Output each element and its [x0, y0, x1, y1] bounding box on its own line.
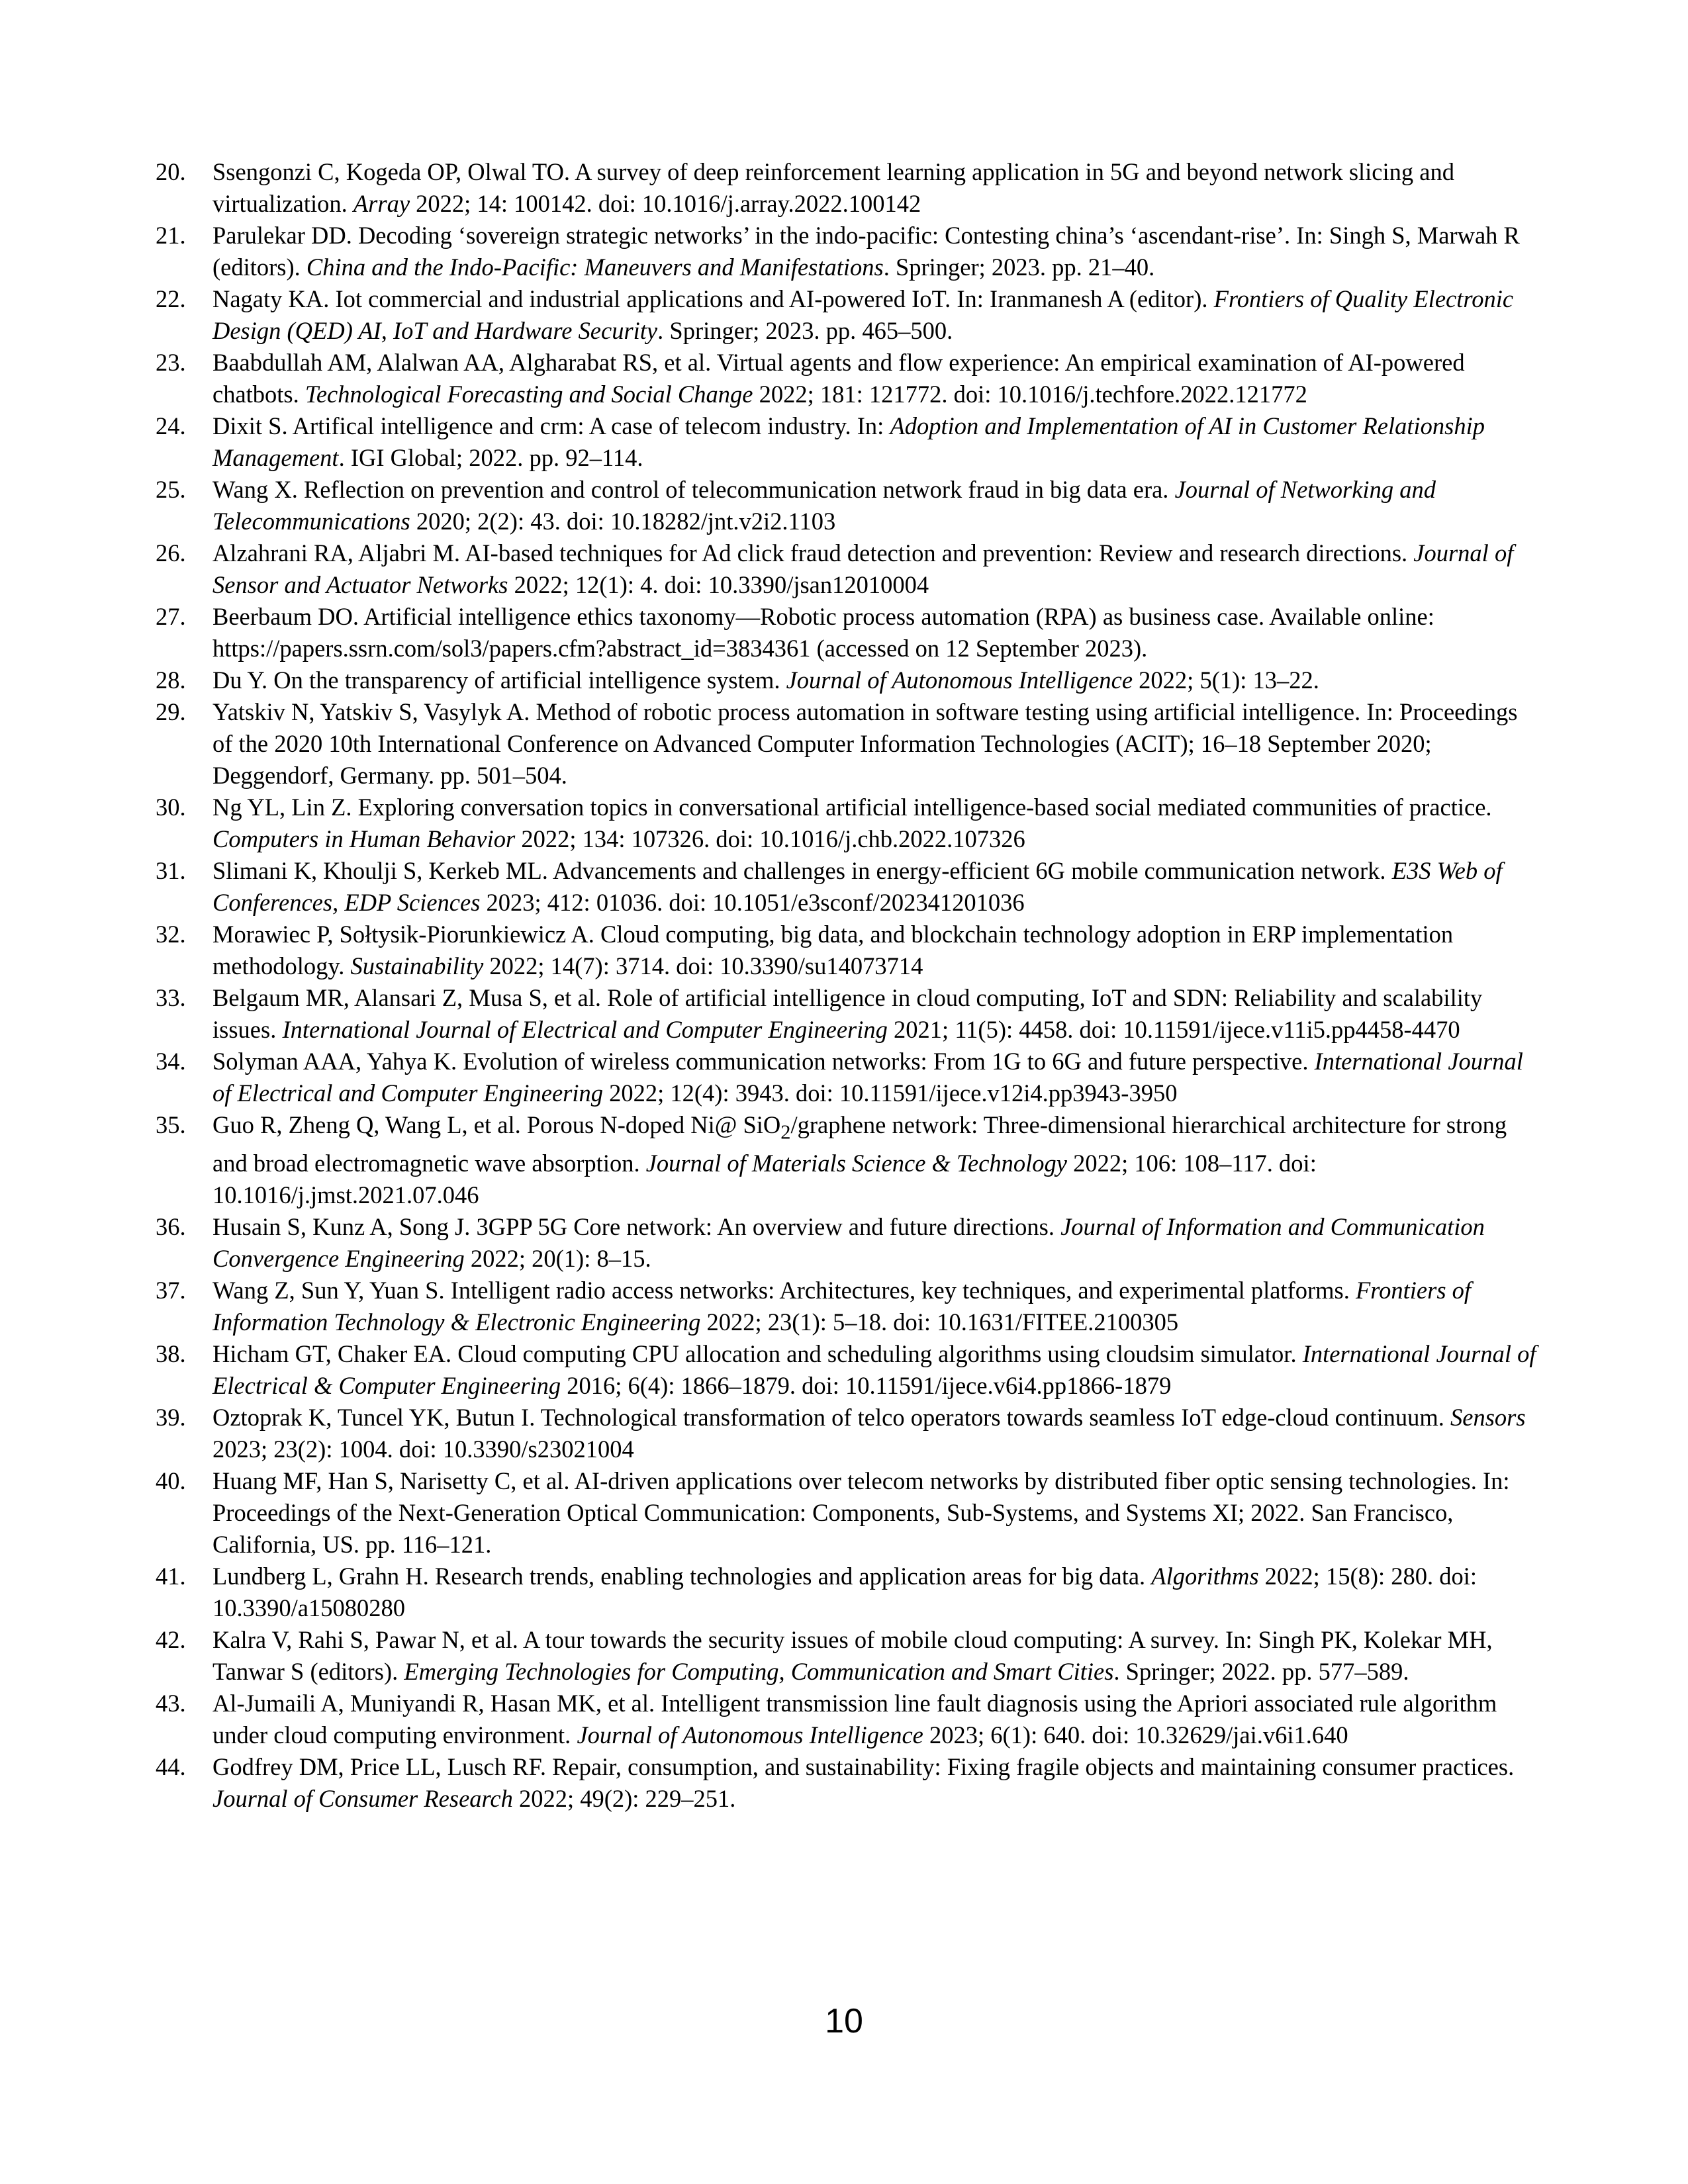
reference-number: 20. [156, 158, 186, 185]
reference-source-title: Journal of Sensor and Actuator Networks [212, 539, 1514, 598]
reference-source-title: International Journal of Electrical and Computer Engineering [282, 1016, 888, 1043]
reference-source-title: Technological Forecasting and Social Change [305, 381, 753, 408]
reference-item [156, 220, 1539, 283]
reference-item [156, 919, 1539, 982]
reference-segment: Morawiec P, Sołtysik-Piorunkiewicz A. Cloud computing, big data, and blockchain technology adoption in ERP implementation methodology. [212, 921, 1454, 979]
reference-text [212, 1753, 1514, 1812]
reference-text [212, 857, 1503, 916]
reference-source-title: Journal of Consumer Research [212, 1785, 513, 1813]
reference-source-title: Journal of Autonomous Intelligence [577, 1721, 923, 1749]
reference-text [212, 1111, 1507, 1208]
reference-segment: 2016; 6(4): 1866–1879. doi: 10.11591/ijece.v6i4.pp1866-1879 [561, 1372, 1172, 1400]
reference-item [156, 855, 1539, 919]
reference-number: 30. [156, 794, 186, 821]
reference-segment: Belgaum MR, Alansari Z, Musa S, et al. Role of artificial intelligence in cloud computing, IoT and SDN: Reliability and scalability issues. [212, 984, 1483, 1043]
reference-item [156, 792, 1539, 855]
reference-segment: Godfrey DM, Price LL, Lusch RF. Repair, consumption, and sustainability: Fixing fragile objects and maintaining consumer practices. [212, 1753, 1515, 1781]
reference-source-title: China and the Indo-Pacific: Maneuvers and Manifestations [306, 253, 884, 281]
reference-segment: . Springer; 2022. pp. 577–589. [1113, 1658, 1409, 1686]
reference-source-title: International Journal of Electrical & Computer Engineering [212, 1340, 1536, 1400]
reference-item [156, 1465, 1539, 1561]
reference-source-title: International Journal of Electrical and Computer Engineering [212, 1048, 1523, 1107]
reference-segment: Kalra V, Rahi S, Pawar N, et al. A tour towards the security issues of mobile cloud computing: A survey. In: Singh PK, Kolekar MH, Tanwar S (editors). [212, 1626, 1493, 1686]
reference-segment: 2022; 20(1): 8–15. [464, 1245, 651, 1273]
reference-segment: Hicham GT, Chaker EA. Cloud computing CPU allocation and scheduling algorithms using cloudsim simulator. [212, 1340, 1303, 1368]
reference-segment: 2023; 23(2): 1004. doi: 10.3390/s23021004 [212, 1435, 634, 1463]
reference-item [156, 410, 1539, 474]
reference-segment: Oztoprak K, Tuncel YK, Butun I. Technological transformation of telco operators towards seamless IoT edge-cloud continuum. [212, 1404, 1451, 1432]
reference-segment: 2020; 2(2): 43. doi: 10.18282/jnt.v2i2.1103 [410, 508, 836, 535]
reference-segment: Yatskiv N, Yatskiv S, Vasylyk A. Method of robotic process automation in software testing using artificial intelligence. In: Proceedings of the 2020 10th International Conference on Advanced Computer Information Technologies (ACIT); 16–18 September 2020; Deggendorf, Germany. pp. 501–504. [212, 698, 1518, 789]
reference-segment: Al-Jumaili A, Muniyandi R, Hasan MK, et al. Intelligent transmission line fault diagnosis using the Apriori associated rule algorithm under cloud computing environment. [212, 1690, 1497, 1749]
reference-text [212, 1404, 1526, 1463]
reference-segment: Nagaty KA. Iot commercial and industrial applications and AI-powered IoT. In: Iranmanesh A (editor). [212, 285, 1214, 312]
reference-item [156, 696, 1539, 792]
reference-segment: 2022; 23(1): 5–18. doi: 10.1631/FITEE.2100305 [700, 1308, 1179, 1336]
reference-segment: . Springer; 2023. pp. 21–40. [883, 253, 1155, 281]
reference-source-title: E3S Web of Conferences, EDP Sciences [212, 857, 1503, 916]
subscript-text: 2 [780, 1120, 791, 1144]
reference-item [156, 347, 1539, 410]
reference-text [212, 1626, 1493, 1685]
reference-text [212, 285, 1513, 344]
reference-text [212, 794, 1492, 852]
reference-number: 43. [156, 1690, 186, 1717]
reference-item [156, 1688, 1539, 1751]
reference-number: 21. [156, 222, 186, 249]
reference-source-title: Journal of Autonomous Intelligence [786, 666, 1133, 694]
reference-segment: Baabdullah AM, Alalwan AA, Algharabat RS, et al. Virtual agents and flow experience: An empirical examination of AI-powered chatbots. [212, 349, 1465, 408]
reference-item [156, 1275, 1539, 1338]
reference-number: 27. [156, 603, 186, 630]
reference-segment: Alzahrani RA, Aljabri M. AI-based techniques for Ad click fraud detection and prevention: Review and research directions. [212, 539, 1414, 567]
reference-list [156, 156, 1539, 1815]
reference-source-title: Journal of Materials Science & Technology [645, 1150, 1067, 1177]
reference-source-title: Journal of Networking and Telecommunications [212, 476, 1436, 535]
reference-number: 34. [156, 1048, 186, 1075]
reference-source-title: Emerging Technologies for Computing, Communication and Smart Cities [404, 1658, 1114, 1686]
reference-segment: Lundberg L, Grahn H. Research trends, enabling technologies and application areas for big data. [212, 1563, 1152, 1590]
reference-number: 42. [156, 1626, 186, 1654]
reference-item [156, 664, 1539, 696]
reference-item [156, 283, 1539, 347]
reference-text [212, 1690, 1497, 1749]
reference-segment: 2022; 14: 100142. doi: 10.1016/j.array.2022.100142 [410, 190, 921, 217]
reference-number: 38. [156, 1340, 186, 1368]
reference-item [156, 982, 1539, 1046]
reference-item [156, 1751, 1539, 1815]
reference-segment: 2022; 5(1): 13–22. [1133, 666, 1319, 694]
reference-segment: Slimani K, Khoulji S, Kerkeb ML. Advancements and challenges in energy-efficient 6G mobile communication network. [212, 857, 1392, 884]
reference-segment: 2022; 181: 121772. doi: 10.1016/j.techfore.2022.121772 [753, 381, 1307, 408]
reference-text [212, 1563, 1477, 1621]
reference-number: 24. [156, 412, 186, 439]
reference-segment: Ng YL, Lin Z. Exploring conversation topics in conversational artificial intelligence-based social mediated communities of practice. [212, 794, 1492, 821]
reference-source-title: Frontiers of Information Technology & Electronic Engineering [212, 1277, 1472, 1336]
reference-number: 35. [156, 1111, 186, 1138]
page-number: 10 [825, 2002, 863, 2040]
reference-source-title: Computers in Human Behavior [212, 825, 516, 852]
reference-segment: . Springer; 2023. pp. 465–500. [657, 317, 953, 344]
reference-source-title: Sustainability [350, 952, 484, 979]
reference-segment: Wang X. Reflection on prevention and control of telecommunication network fraud in big data era. [212, 476, 1175, 503]
reference-text [212, 222, 1520, 281]
reference-number: 39. [156, 1404, 186, 1432]
reference-text [212, 603, 1434, 662]
reference-segment: 2022; 49(2): 229–251. [512, 1785, 736, 1813]
reference-item [156, 601, 1539, 664]
reference-text [212, 349, 1465, 408]
reference-text [212, 698, 1517, 789]
reference-number: 40. [156, 1467, 186, 1495]
reference-item [156, 537, 1539, 601]
reference-source-title: Sensors [1450, 1404, 1526, 1432]
reference-segment: Parulekar DD. Decoding ‘sovereign strategic networks’ in the indo-pacific: Contesting china’s ‘ascendant-rise’. In: Singh S, Marwah R (editors). [212, 222, 1520, 281]
reference-text [212, 921, 1453, 979]
reference-text [212, 984, 1482, 1043]
reference-segment: . IGI Global; 2022. pp. 92–114. [338, 444, 643, 471]
reference-item [156, 1402, 1539, 1465]
reference-source-title: Adoption and Implementation of AI in Customer Relationship Management [212, 412, 1485, 471]
reference-source-title: Frontiers of Quality Electronic Design (QED) AI, IoT and Hardware Security [212, 285, 1514, 344]
reference-text [212, 476, 1436, 535]
reference-item [156, 1624, 1539, 1688]
reference-number: 28. [156, 666, 186, 694]
reference-text [212, 1213, 1485, 1272]
reference-number: 37. [156, 1277, 186, 1304]
reference-number: 32. [156, 921, 186, 948]
reference-segment: 2022; 134: 107326. doi: 10.1016/j.chb.2022.107326 [515, 825, 1025, 852]
reference-segment: Huang MF, Han S, Narisetty C, et al. AI-driven applications over telecom networks by distributed fiber optic sensing technologies. In: Proceedings of the Next-Generation Optical Communication: Components, Sub-Systems, and Systems XI; 2022. San Francisco, California, US. pp. 116–121. [212, 1467, 1510, 1559]
reference-segment: Dixit S. Artifical intelligence and crm: A case of telecom industry. In: [212, 412, 890, 439]
reference-number: 33. [156, 984, 186, 1011]
reference-source-title: Algorithms [1151, 1563, 1259, 1590]
reference-number: 22. [156, 285, 186, 312]
reference-text [212, 1277, 1471, 1336]
reference-text [212, 1340, 1536, 1399]
reference-text [212, 539, 1513, 598]
reference-segment: Ssengonzi C, Kogeda OP, Olwal TO. A survey of deep reinforcement learning application in 5G and beyond network slicing and virtualization. [212, 158, 1454, 217]
reference-segment: 2022; 14(7): 3714. doi: 10.3390/su14073714 [483, 952, 923, 979]
reference-segment: Solyman AAA, Yahya K. Evolution of wireless communication networks: From 1G to 6G and future perspective. [212, 1048, 1315, 1075]
reference-number: 41. [156, 1563, 186, 1590]
reference-segment: 2023; 6(1): 640. doi: 10.32629/jai.v6i1.640 [923, 1721, 1348, 1749]
reference-text [212, 1467, 1510, 1558]
reference-segment: 2023; 412: 01036. doi: 10.1051/e3sconf/202341201036 [480, 889, 1025, 916]
reference-number: 25. [156, 476, 186, 503]
reference-item [156, 1046, 1539, 1109]
reference-number: 26. [156, 539, 186, 567]
reference-segment: 2022; 15(8): 280. doi: 10.3390/a15080280 [212, 1563, 1477, 1622]
reference-item [156, 1109, 1539, 1211]
reference-item [156, 1338, 1539, 1402]
reference-number: 44. [156, 1753, 186, 1781]
reference-text [212, 158, 1454, 217]
reference-item [156, 156, 1539, 220]
reference-number: 36. [156, 1213, 186, 1241]
reference-segment: 2021; 11(5): 4458. doi: 10.11591/ijece.v11i5.pp4458-4470 [887, 1016, 1460, 1043]
reference-source-title: Array [353, 190, 410, 217]
reference-source-title: Journal of Information and Communication Convergence Engineering [212, 1213, 1485, 1273]
reference-segment: 2022; 12(4): 3943. doi: 10.11591/ijece.v12i4.pp3943-3950 [603, 1079, 1178, 1107]
reference-text [212, 666, 1319, 694]
reference-number: 31. [156, 857, 186, 884]
reference-number: 23. [156, 349, 186, 376]
reference-segment: Guo R, Zheng Q, Wang L, et al. Porous N-doped Ni@ SiO [212, 1111, 781, 1138]
reference-segment: 2022; 106: 108–117. doi: 10.1016/j.jmst.2021.07.046 [212, 1150, 1317, 1209]
reference-segment: Wang Z, Sun Y, Yuan S. Intelligent radio access networks: Architectures, key techniques, and experimental platforms. [212, 1277, 1356, 1304]
reference-segment: Du Y. On the transparency of artificial intelligence system. [212, 666, 786, 694]
reference-number: 29. [156, 698, 186, 725]
reference-item [156, 1561, 1539, 1624]
reference-text [212, 412, 1485, 471]
reference-segment: Beerbaum DO. Artificial intelligence ethics taxonomy—Robotic process automation (RPA) as business case. Available online: https://papers.ssrn.com/sol3/papers.cfm?abstract_id=3834361 (accessed on 12 September 2023). [212, 603, 1434, 662]
reference-segment: /graphene network: Three-dimensional hierarchical architecture for strong and broad electromagnetic wave absorption. [212, 1111, 1507, 1177]
reference-text [212, 1048, 1523, 1107]
reference-item [156, 474, 1539, 537]
reference-segment: 2022; 12(1): 4. doi: 10.3390/jsan12010004 [508, 571, 929, 598]
reference-segment: Husain S, Kunz A, Song J. 3GPP 5G Core network: An overview and future directions. [212, 1213, 1061, 1241]
reference-item [156, 1211, 1539, 1275]
